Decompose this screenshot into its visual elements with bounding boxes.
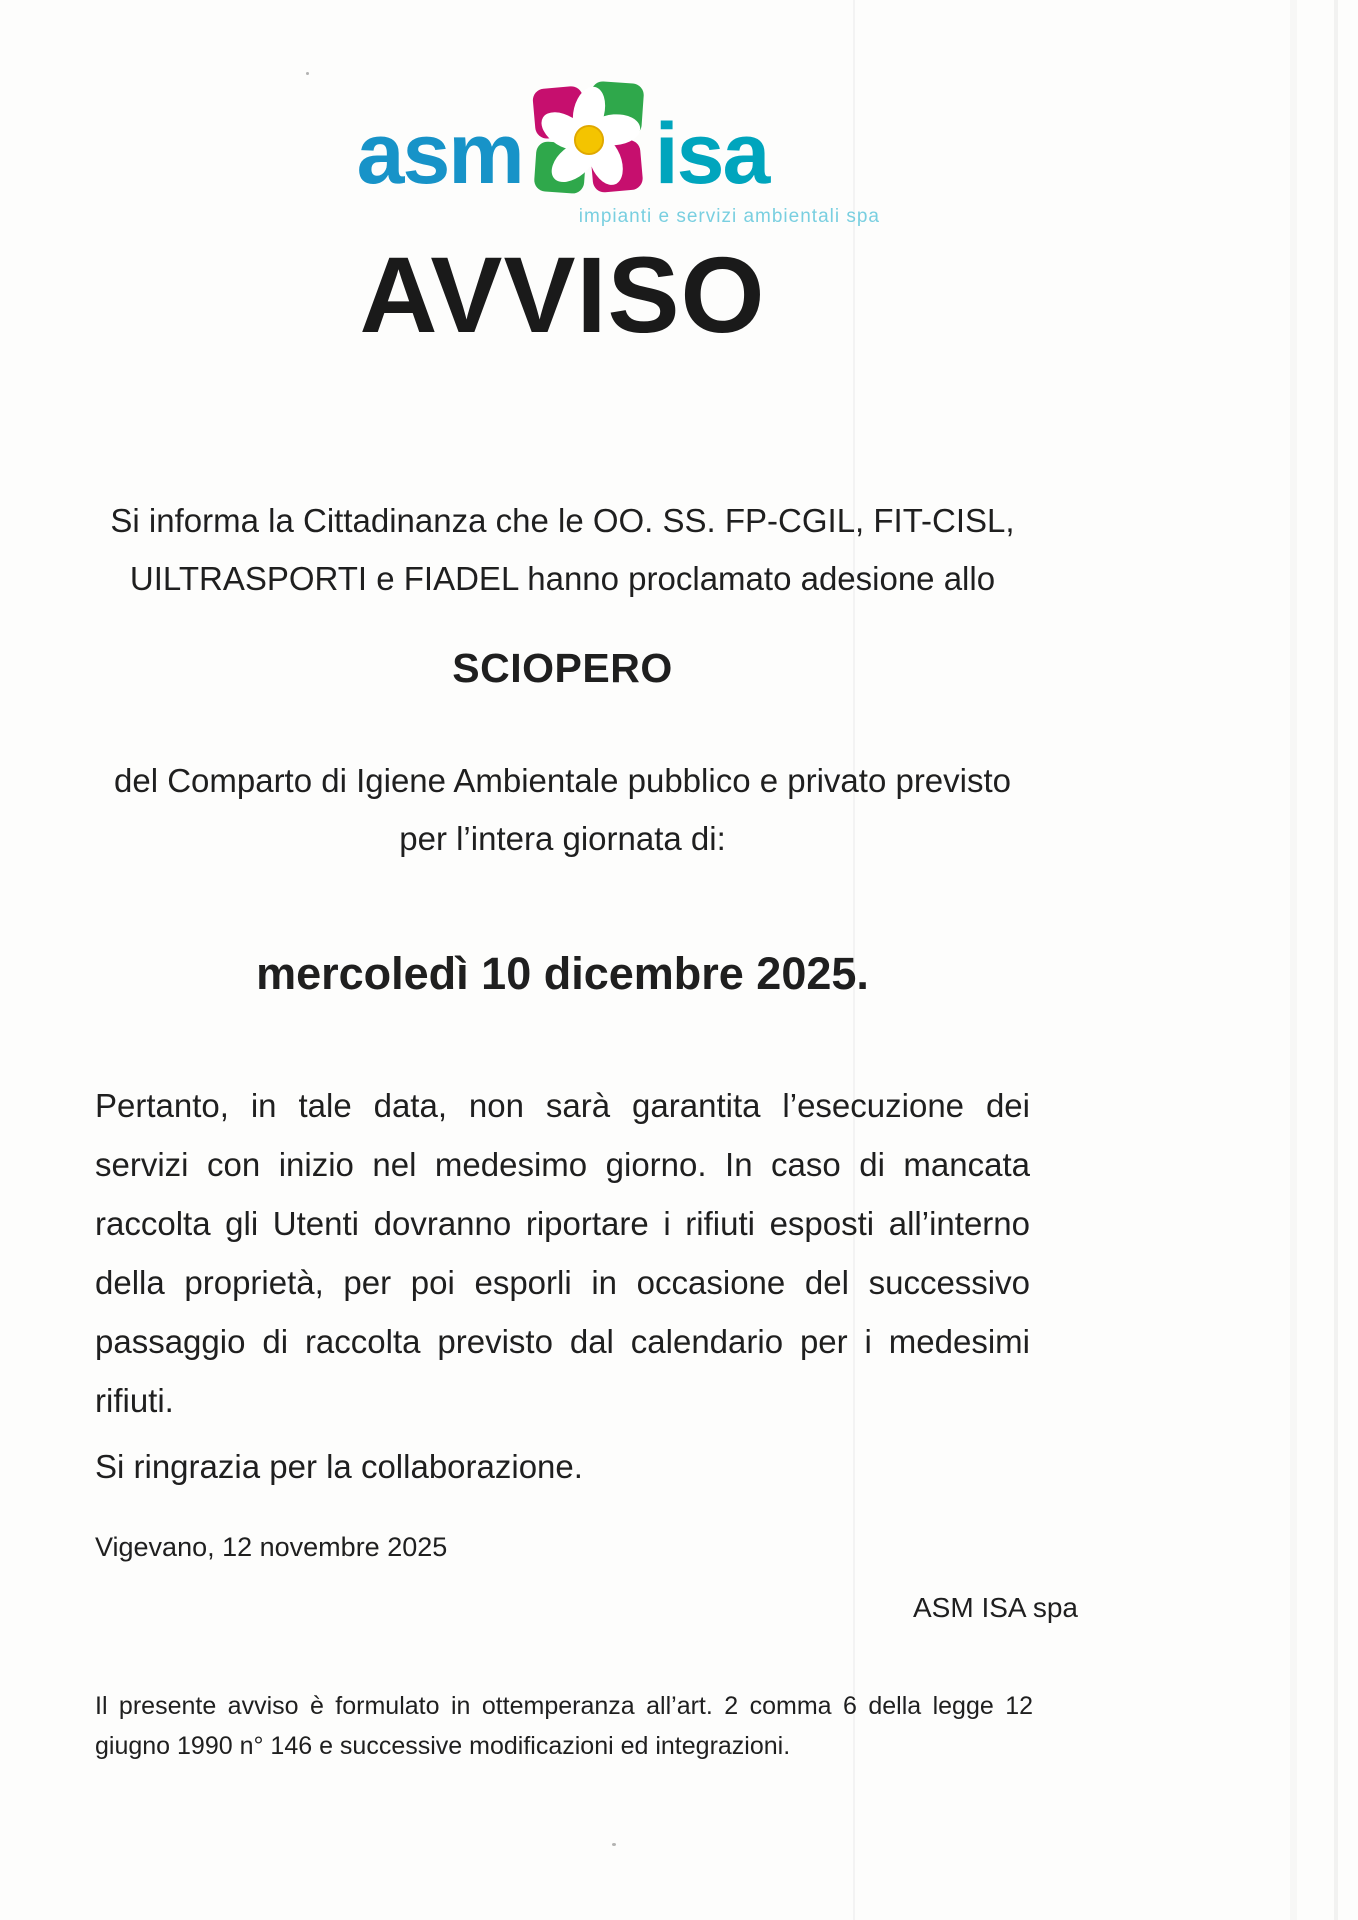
- logo-text-isa: isa: [654, 106, 769, 202]
- logo-tagline: impianti e servizi ambientali spa: [578, 206, 880, 227]
- scan-artifact-line: [1290, 0, 1297, 1920]
- scan-artifact-line: [1334, 0, 1338, 1920]
- thanks-line: Si ringrazia per la collaborazione.: [95, 1448, 583, 1485]
- place-date-line: Vigevano, 12 novembre 2025: [95, 1532, 448, 1562]
- strike-date: mercoledì 10 dicembre 2025.: [256, 948, 869, 999]
- company-logo: [95, 76, 1030, 228]
- logo-text-asm: asm: [356, 106, 523, 202]
- scope-paragraph: del Comparto di Igiene Ambientale pubblico e privato previsto per l’intera giornata di:: [113, 762, 1012, 857]
- logo-row: [357, 76, 769, 204]
- flower-logo-icon: [525, 76, 653, 204]
- body-paragraph: Pertanto, in tale data, non sarà garantita l’esecuzione dei servizi con inizio nel medesimo giorno. In caso di mancata raccolta gli Utenti dovranno riportare i rifiuti esposti all’interno della proprietà, per poi esporli in occasione del successivo passaggio di raccolta previsto dal calendario per i medesimi rifiuti.: [95, 1087, 1030, 1419]
- scan-speck: [306, 72, 309, 75]
- strike-heading: SCIOPERO: [452, 645, 673, 691]
- legal-footnote: Il presente avviso è formulato in ottemperanza all’art. 2 comma 6 della legge 12 giugno 1990 n° 146 e successive modificazioni ed integrazioni.: [95, 1692, 1033, 1760]
- scan-speck: [612, 1843, 616, 1846]
- notice-title: AVVISO: [359, 234, 766, 355]
- intro-paragraph: Si informa la Cittadinanza che le OO. SS. FP-CGIL, FIT-CISL, UILTRASPORTI e FIADEL hanno proclamato adesione allo: [110, 502, 1015, 597]
- signature-line: ASM ISA spa: [913, 1592, 1078, 1623]
